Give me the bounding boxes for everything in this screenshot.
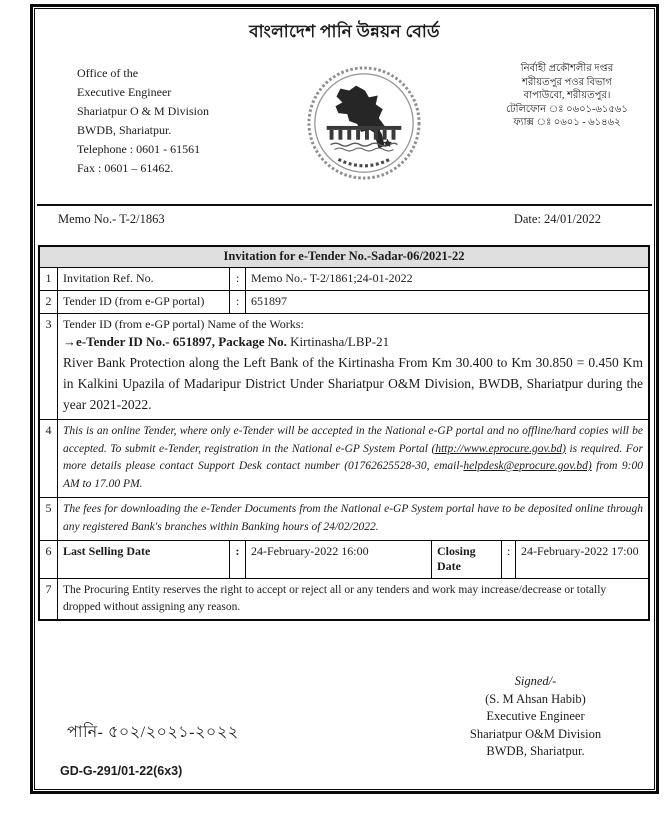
last-selling-date-label: Last Selling Date	[57, 541, 229, 578]
colon-separator: :	[229, 268, 245, 290]
office-left-line: Executive Engineer	[77, 85, 172, 99]
signatory-title: Executive Engineer	[486, 709, 585, 723]
works-description: River Bank Protection along the Left Bank of the Kirtinasha From Km 30.400 to Km 30.850 = 0.450 Km in Kalkini Upazila of Madaripur District Under Shariatpur O&M Division, BWDB, Shariatpur during the year 2021-2022.	[63, 355, 643, 412]
colon-separator: :	[501, 541, 515, 578]
office-left-line: Telephone : 0601 - 61561	[77, 142, 201, 156]
works-heading: Tender ID (from e-GP portal) Name of the Works:	[63, 317, 304, 331]
form-code: GD-G-291/01-22(6x3)	[60, 764, 183, 778]
memo-row	[58, 212, 601, 227]
note-text: This is an online Tender, where only e-Tender will be accepted in the National e-GP portal and no offline/hard copies will be accepted. To submit e-Tender, registration in the National e-GP System Portal	[63, 425, 643, 455]
tender-table	[38, 245, 650, 621]
table-row	[40, 497, 648, 540]
table-row	[40, 419, 648, 497]
row-number: 1	[45, 271, 52, 285]
office-right-line: ফ্যাক্স ঃ ০৬০১ - ৬১৪৬২	[513, 117, 621, 128]
rights-reservation-note: The Procuring Entity reserves the right to accept or reject all or any tenders and work may increase/decrease or totally dropped without assigning any reason.	[57, 579, 648, 619]
signatory-name: (S. M Ahsan Habib)	[485, 691, 586, 706]
office-left-line: Fax : 0601 – 61462.	[77, 161, 174, 175]
signatory-division: Shariatpur O&M Division	[469, 726, 602, 741]
document-page	[30, 4, 659, 794]
closing-date-label: Closing Date	[431, 541, 501, 578]
office-left-line: BWDB, Shariatpur.	[77, 123, 172, 137]
office-left-line: Office of the	[77, 66, 139, 80]
row-number: 3	[45, 317, 52, 331]
tender-id-label: Tender ID (from e-GP portal)	[57, 291, 229, 313]
table-row	[40, 540, 648, 578]
bengali-reference-number: পানি- ৫০২/২০২১-২০২২	[67, 724, 239, 741]
tender-id-value: 651897	[245, 291, 648, 313]
office-right-line: বাপাউবো, শরীয়তপুর।	[523, 90, 611, 101]
memo-date: Date: 24/01/2022	[513, 212, 601, 226]
last-selling-date-value: 24-February-2022 16:00	[245, 541, 431, 578]
row-number: 7	[45, 582, 52, 596]
table-row	[40, 313, 648, 419]
colon-separator: :	[229, 291, 245, 313]
signed-label: Signed/-	[514, 674, 557, 688]
invitation-ref-value: Memo No.- T-2/1861;24-01-2022	[245, 268, 648, 290]
office-right-line: নির্বাহী প্রকৌশলীর দপ্তর	[520, 63, 614, 74]
works-cell	[57, 314, 648, 419]
office-right-line: শরীয়তপুর পওর বিভাগ	[522, 76, 612, 88]
signature-block	[418, 673, 653, 761]
package-rest: Kirtinasha/LBP-21	[286, 334, 390, 349]
office-left-line: Shariatpur O & M Division	[77, 104, 209, 118]
signatory-org: BWDB, Shariatpur.	[486, 744, 585, 758]
table-row	[40, 578, 648, 619]
office-address-left	[77, 64, 209, 178]
bwdb-seal-logo	[305, 63, 423, 183]
row-number: 4	[45, 423, 52, 437]
header-divider	[37, 204, 652, 206]
colon-separator: :	[229, 541, 245, 578]
memo-number: Memo No.- T-2/1863	[58, 212, 165, 226]
office-right-line: টেলিফোন ঃ ০৬০১-৬১৫৬১	[506, 103, 628, 115]
row-number: 5	[45, 501, 52, 515]
org-title: বাংলাদেশ পানি উন্নয়ন বোর্ড	[249, 22, 440, 41]
note-text: is required. For more details please contact Support Desk contact number (01762625528-30, email-	[63, 442, 643, 472]
helpdesk-email-link[interactable]: helpdesk@eprocure.gov.bd)	[463, 460, 592, 472]
invitation-ref-label: Invitation Ref. No.	[57, 268, 229, 290]
table-row	[40, 267, 648, 290]
bwdb-seal-icon	[305, 63, 423, 183]
works-package-line	[63, 334, 643, 350]
table-row	[40, 290, 648, 313]
office-address-right	[483, 62, 651, 130]
package-bold: →e-Tender ID No.- 651897, Package No.	[63, 334, 287, 349]
row-number: 2	[45, 294, 52, 308]
table-title: Invitation for e-Tender No.-Sadar-06/2021-22	[40, 247, 648, 267]
fees-note: The fees for downloading the e-Tender Documents from the National e-GP System portal have to be deposited online through any registered Bank's branches within Banking hours of 24/02/2022.	[57, 498, 648, 540]
row-number: 6	[45, 544, 52, 558]
note-text: from 9:00 AM to 17.00 PM.	[63, 460, 644, 490]
closing-date-value: 24-February-2022 17:00	[515, 541, 648, 578]
eprocure-portal-link[interactable]: (http://www.eprocure.gov.bd)	[431, 442, 566, 455]
online-tender-note	[57, 420, 648, 497]
